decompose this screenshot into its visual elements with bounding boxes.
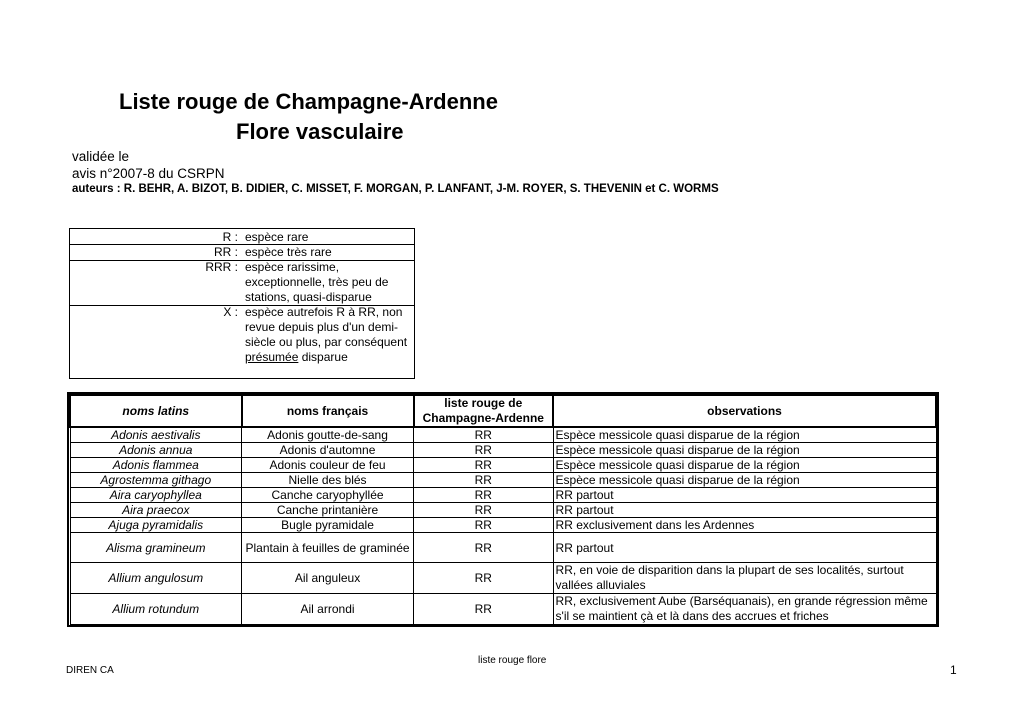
validation-date-label: validée le [72, 149, 130, 164]
header-red-list-line: liste rouge de [444, 396, 523, 410]
authors-line: auteurs : R. BEHR, A. BIZOT, B. DIDIER, C. MISSET, F. MORGAN, P. LANFANT, J-M. ROYER, S. THEVENIN et C. WORMS [72, 183, 719, 195]
table-row [70, 473, 936, 488]
cell-latin-name: Allium angulosum [70, 563, 242, 594]
cell-french-name: Canche caryophyllée [242, 488, 414, 503]
legend-desc-line: revue depuis plus d'un demi- [245, 320, 399, 334]
page-number: 1 [950, 663, 957, 677]
cell-latin-name: Ajuga pyramidalis [70, 518, 242, 533]
table-row [70, 518, 936, 533]
cell-status: RR [414, 503, 554, 518]
observation-line: RR, exclusivement Aube (Barséquanais), en grande régression même [555, 594, 928, 608]
observation-line: RR, en voie de disparition dans la plupart de ses localités, surtout [555, 563, 904, 577]
cell-french-name: Plantain à feuilles de graminée [242, 533, 414, 563]
page-title: Liste rouge de Champagne-Ardenne [119, 89, 498, 114]
cell-observation: RR partout [553, 488, 936, 503]
cell-observation: RR partout [553, 533, 936, 563]
table-row [70, 533, 936, 563]
header-observations: observations [553, 395, 936, 427]
legend-desc-line: espèce rarissime, [245, 260, 340, 274]
table-row [70, 563, 936, 594]
cell-french-name: Nielle des blés [242, 473, 414, 488]
cell-status: RR [414, 594, 554, 625]
legend-desc [245, 305, 413, 365]
cell-status: RR [414, 533, 554, 563]
cell-french-name: Canche printanière [242, 503, 414, 518]
red-list-table [69, 394, 937, 625]
table-row [70, 443, 936, 458]
cell-status: RR [414, 518, 554, 533]
legend-code: R : [222, 230, 238, 244]
cell-observation [553, 563, 936, 594]
cell-observation: RR partout [553, 503, 936, 518]
cell-latin-name: Adonis aestivalis [70, 427, 242, 443]
cell-latin-name: Aira praecox [70, 503, 242, 518]
cell-latin-name: Adonis flammea [70, 458, 242, 473]
legend-code: RRR : [205, 260, 238, 274]
footer-document-name: liste rouge flore [478, 655, 547, 666]
cell-status: RR [414, 427, 554, 443]
cell-french-name: Ail arrondi [242, 594, 414, 625]
status-legend [69, 228, 415, 379]
legend-desc-line: siècle ou plus, par conséquent [245, 335, 408, 349]
table-row [70, 594, 936, 625]
legend-desc-line: exceptionnelle, très peu de [245, 275, 389, 289]
cell-status: RR [414, 443, 554, 458]
cell-latin-name: Aira caryophyllea [70, 488, 242, 503]
header-french-names: noms français [242, 395, 414, 427]
table-row [70, 488, 936, 503]
table-header-row [70, 395, 936, 427]
table-row [70, 458, 936, 473]
cell-french-name: Adonis couleur de feu [242, 458, 414, 473]
cell-status: RR [414, 473, 554, 488]
cell-latin-name: Allium rotundum [70, 594, 242, 625]
footer-organization: DIREN CA [66, 665, 114, 676]
legend-desc: espèce rare [245, 230, 309, 244]
header-red-list-status [414, 395, 554, 427]
legend-desc: espèce très rare [245, 245, 332, 259]
cell-observation: Espèce messicole quasi disparue de la région [553, 427, 936, 443]
table-row [70, 503, 936, 518]
cell-status: RR [414, 563, 554, 594]
cell-observation: Espèce messicole quasi disparue de la région [553, 473, 936, 488]
legend-desc-line: disparue [298, 350, 348, 364]
cell-latin-name: Agrostemma githago [70, 473, 242, 488]
cell-status: RR [414, 488, 554, 503]
header-red-list-line: Champagne-Ardenne [422, 411, 544, 425]
legend-desc-line: stations, quasi-disparue [245, 290, 372, 304]
table-row [70, 427, 936, 443]
cell-observation: Espèce messicole quasi disparue de la région [553, 443, 936, 458]
cell-french-name: Bugle pyramidale [242, 518, 414, 533]
legend-desc-line: espèce autrefois R à RR, non [245, 305, 403, 319]
observation-line: vallées alluviales [555, 578, 646, 592]
cell-french-name: Ail anguleux [242, 563, 414, 594]
header-latin-names: noms latins [70, 395, 242, 427]
legend-code: RR : [214, 245, 238, 259]
legend-code: X : [223, 305, 238, 319]
cell-observation: Espèce messicole quasi disparue de la région [553, 458, 936, 473]
cell-latin-name: Adonis annua [70, 443, 242, 458]
observation-line: s'il se maintient çà et là dans des accrues et friches [555, 609, 829, 623]
avis-reference: avis n°2007-8 du CSRPN [72, 166, 225, 181]
cell-observation: RR exclusivement dans les Ardennes [553, 518, 936, 533]
cell-french-name: Adonis goutte-de-sang [242, 427, 414, 443]
page-subtitle: Flore vasculaire [236, 119, 404, 144]
cell-observation [553, 594, 936, 625]
legend-desc-underlined: présumée [245, 350, 299, 364]
cell-status: RR [414, 458, 554, 473]
cell-latin-name: Alisma gramineum [70, 533, 242, 563]
legend-desc [245, 260, 413, 305]
cell-french-name: Adonis d'automne [242, 443, 414, 458]
